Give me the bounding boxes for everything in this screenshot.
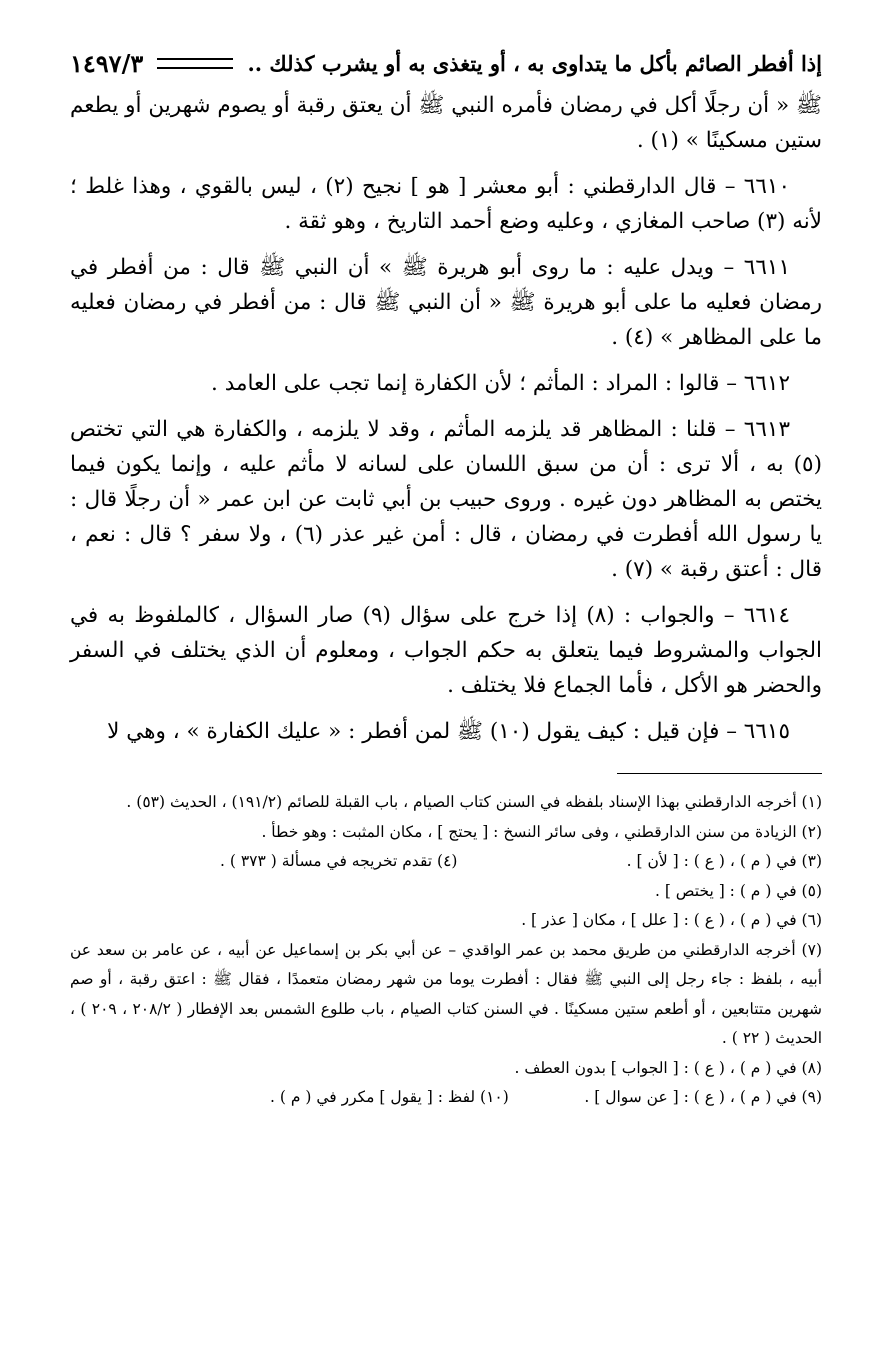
footnote-row-3-4 [70,847,822,877]
footnote-1: (١) أخرجه الدارقطني بهذا الإسناد بلفظه في السنن كتاب الصيام ، باب القبلة للصائم (١٩١/٢) ، الحديث (٥٣) . [126,793,822,811]
paragraph-6614: ٦٦١٤ – والجواب : (٨) إذا خرج على سؤال (٩) صار السؤال ، كالملفوظ به في الجواب والمشروط فيما يتعلق به حكم الجواب ، ومعلوم أن الذي يختلف في السفر والحضر هو الأكل ، فأما الجماع فلا يختلف . [70,603,822,698]
paragraph-6615: ٦٦١٥ – فإن قيل : كيف يقول (١٠) ﷺ لمن أفطر : « عليك الكفارة » ، وهي لا [107,719,790,744]
running-header [70,38,822,88]
footnote-3: (٣) في ( م ) ، ( ع ) : [ لأن ] . [626,852,822,870]
footnote-5: (٥) في ( م ) : [ يختص ] . [654,881,822,900]
footnote-2: (٢) الزيادة من سنن الدارقطني ، وفى سائر النسخ : [ يحتج ] ، مكان المثبت : وهو خطأ . [261,822,822,841]
footnote-row-9-10 [70,1083,822,1113]
footnote-7: (٧) أخرجه الدارقطني من طريق محمد بن عمر الواقدي – عن أبي بكر بن إسماعيل عن أبيه ، عن عامر بن سعد عن أبيه ، بلفظ : جاء رجل إلى النبي ﷺ فقال : أفطرت يوما من شهر رمضان متعمدًا ، فقال ﷺ : اعتق رقبة ، أو صم شهرين متتابعين ، أو أطعم ستين مسكينًا . في السنن كتاب الصيام ، باب طلوع الشمس بعد الإفطار ( ٢٠٨/٢ ، ٢٠٩ ) ، الحديث ( ٢٢ ) . [70,940,822,1047]
header-rule [157,58,233,69]
paragraph-6611: ٦٦١١ – ويدل عليه : ما روى أبو هريرة ﷺ » أن النبي ﷺ قال : من أفطر في رمضان فعليه ما على أبو هريرة ﷺ « أن النبي ﷺ قال : من أفطر في رمضان فعليه ما على المظاهر » (٤) . [70,255,822,350]
page-number: ١٤٩٧/٣ [70,48,144,78]
footnote-10: (١٠) لفظ : [ يقول ] مكرر في ( م ) . [270,1088,509,1106]
running-title: إذا أفطر الصائم بأكل ما يتداوى به ، أو يتغذى به أو يشرب كذلك .. [247,50,822,76]
footnote-8: (٨) في ( م ) ، ( ع ) : [ الجواب ] بدون العطف . [514,1058,822,1077]
footnote-4: (٤) تقدم تخريجه في مسألة ( ٣٧٣ ) . [220,852,458,870]
footnote-9: (٩) في ( م ) ، ( ع ) : [ عن سوال ] . [584,1088,822,1106]
footnote-separator [617,773,822,774]
paragraph-continuation: ﷺ « أن رجلًا أكل في رمضان فأمره النبي ﷺ أن يعتق رقبة أو يصوم شهرين أو يطعم ستين مسكينًا » (١) . [70,93,822,153]
main-text [70,88,822,749]
footnotes [70,788,822,1113]
footnote-6: (٦) في ( م ) ، ( ع ) : [ علل ] ، مكان [ عذر ] . [521,911,822,929]
paragraph-6610: ٦٦١٠ – قال الدارقطني : أبو معشر [ هو ] نجيح (٢) ، ليس بالقوي ، وهذا غلط ؛ لأنه (٣) صاحب المغازي ، وعليه وضع أحمد التاريخ ، وهو ثقة . [70,174,822,234]
paragraph-6612: ٦٦١٢ – قالوا : المراد : المأثم ؛ لأن الكفارة إنما تجب على العامد . [211,371,790,396]
paragraph-6613: ٦٦١٣ – قلنا : المظاهر قد يلزمه المأثم ، وقد لا يلزمه ، والكفارة هي التي تختص (٥) به ، ألا ترى : أن من سبق اللسان على لسانه لا مأثم عليه ، وإنما يكون فيما يختص به المظاهر دون غيره . وروى حبيب بن أبي ثابت عن ابن عمر « أن رجلًا قال : يا رسول الله أفطرت في رمضان ، قال : أمن غير عذر (٦) ، ولا سفر ؟ قال : نعم ، قال : أعتق رقبة » (٧) . [70,417,822,582]
page [70,38,822,1113]
